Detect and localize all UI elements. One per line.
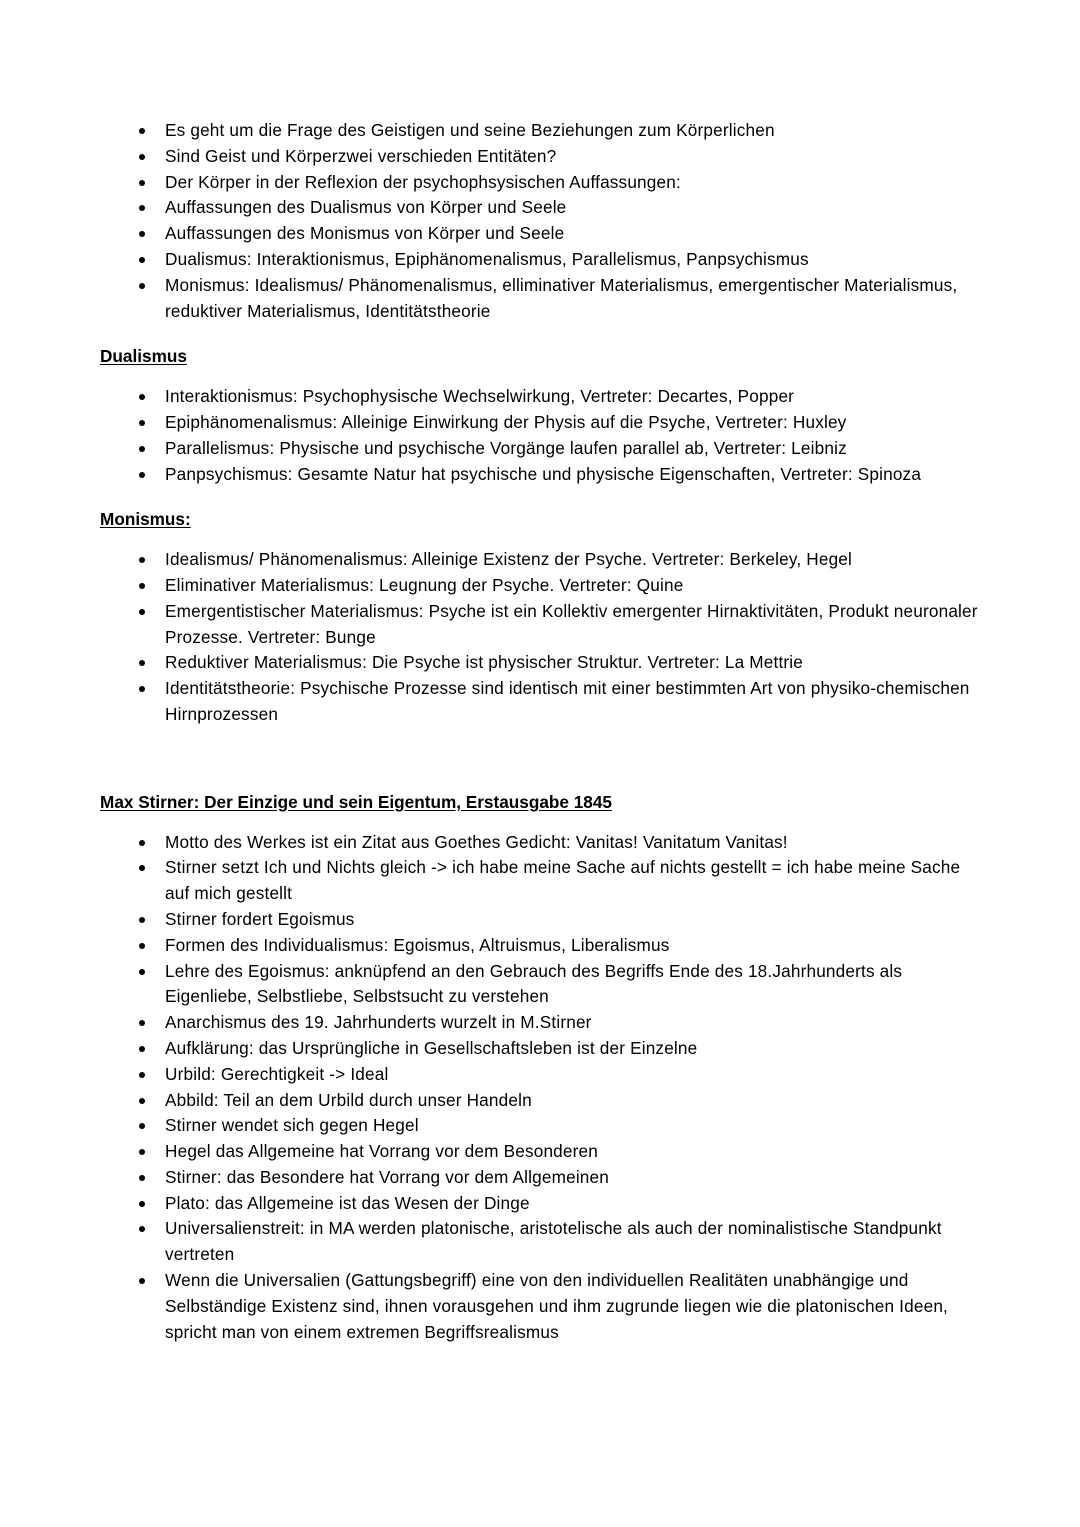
list-item: Motto des Werkes ist ein Zitat aus Goethes Gedicht: Vanitas! Vanitatum Vanitas! [130, 830, 984, 856]
list-item: Idealismus/ Phänomenalismus: Alleinige Existenz der Psyche. Vertreter: Berkeley, Hegel [130, 547, 984, 573]
list-item: Es geht um die Frage des Geistigen und seine Beziehungen zum Körperlichen [130, 118, 984, 144]
monismus-heading: Monismus: [100, 509, 191, 530]
list-item: Epiphänomenalismus: Alleinige Einwirkung der Physis auf die Psyche, Vertreter: Huxley [130, 410, 984, 436]
list-item: Wenn die Universalien (Gattungsbegriff) eine von den individuellen Realitäten unabhängige und Selbständige Existenz sind, ihnen vorausgehen und ihm zugrunde liegen wie die platonischen Ideen, spricht man von einem extremen Begriffsrealismus [130, 1268, 984, 1345]
list-item: Emergentistischer Materialismus: Psyche ist ein Kollektiv emergenter Hirnaktivitäten, Produkt neuronaler Prozesse. Vertreter: Bunge [130, 599, 984, 651]
list-item: Auffassungen des Monismus von Körper und Seele [130, 221, 984, 247]
list-item: Stirner wendet sich gegen Hegel [130, 1113, 984, 1139]
list-item: Aufklärung: das Ursprüngliche in Gesellschaftsleben ist der Einzelne [130, 1036, 984, 1062]
list-item: Eliminativer Materialismus: Leugnung der Psyche. Vertreter: Quine [130, 573, 984, 599]
list-item: Der Körper in der Reflexion der psychophsysischen Auffassungen: [130, 170, 984, 196]
spacer [100, 816, 984, 830]
list-item: Dualismus: Interaktionismus, Epiphänomenalismus, Parallelismus, Panpsychismus [130, 247, 984, 273]
list-item: Sind Geist und Körperzwei verschieden Entitäten? [130, 144, 984, 170]
list-item: Identitätstheorie: Psychische Prozesse sind identisch mit einer bestimmten Art von physiko-chemischen Hirnprozessen [130, 676, 984, 728]
stirner-section [100, 790, 984, 1346]
list-item: Anarchismus des 19. Jahrhunderts wurzelt in M.Stirner [130, 1010, 984, 1036]
spacer [100, 487, 984, 507]
list-item: Parallelismus: Physische und psychische Vorgänge laufen parallel ab, Vertreter: Leibniz [130, 436, 984, 462]
list-item: Universalienstreit: in MA werden platonische, aristotelische als auch der nominalistische Standpunkt vertreten [130, 1216, 984, 1268]
spacer [100, 370, 984, 384]
list-item: Lehre des Egoismus: anknüpfend an den Gebrauch des Begriffs Ende des 18.Jahrhunderts als Eigenliebe, Selbstliebe, Selbstsucht zu verstehen [130, 959, 984, 1011]
list-item: Stirner setzt Ich und Nichts gleich -> ich habe meine Sache auf nichts gestellt = ich habe meine Sache auf mich gestellt [130, 855, 984, 907]
intro-bullet-list [100, 118, 984, 324]
dualismus-section [100, 344, 984, 487]
list-item: Hegel das Allgemeine hat Vorrang vor dem Besonderen [130, 1139, 984, 1165]
list-item: Urbild: Gerechtigkeit -> Ideal [130, 1062, 984, 1088]
monismus-section [100, 507, 984, 727]
monismus-bullet-list [100, 547, 984, 728]
intro-section [100, 118, 984, 324]
spacer [100, 728, 984, 790]
list-item: Stirner: das Besondere hat Vorrang vor dem Allgemeinen [130, 1165, 984, 1191]
list-item: Monismus: Idealismus/ Phänomenalismus, elliminativer Materialismus, emergentischer Materialismus, reduktiver Materialismus, Identitätstheorie [130, 273, 984, 325]
list-item: Auffassungen des Dualismus von Körper und Seele [130, 195, 984, 221]
dualismus-bullet-list [100, 384, 984, 487]
list-item: Formen des Individualismus: Egoismus, Altruismus, Liberalismus [130, 933, 984, 959]
stirner-heading: Max Stirner: Der Einzige und sein Eigentum, Erstausgabe 1845 [100, 791, 612, 812]
spacer [100, 324, 984, 344]
list-item: Reduktiver Materialismus: Die Psyche ist physischer Struktur. Vertreter: La Mettrie [130, 650, 984, 676]
list-item: Panpsychismus: Gesamte Natur hat psychische und physische Eigenschaften, Vertreter: Spinoza [130, 462, 984, 488]
list-item: Abbild: Teil an dem Urbild durch unser Handeln [130, 1088, 984, 1114]
list-item: Stirner fordert Egoismus [130, 907, 984, 933]
dualismus-heading: Dualismus [100, 346, 187, 367]
list-item: Interaktionismus: Psychophysische Wechselwirkung, Vertreter: Decartes, Popper [130, 384, 984, 410]
stirner-bullet-list [100, 830, 984, 1346]
list-item: Plato: das Allgemeine ist das Wesen der Dinge [130, 1191, 984, 1217]
spacer [100, 533, 984, 547]
